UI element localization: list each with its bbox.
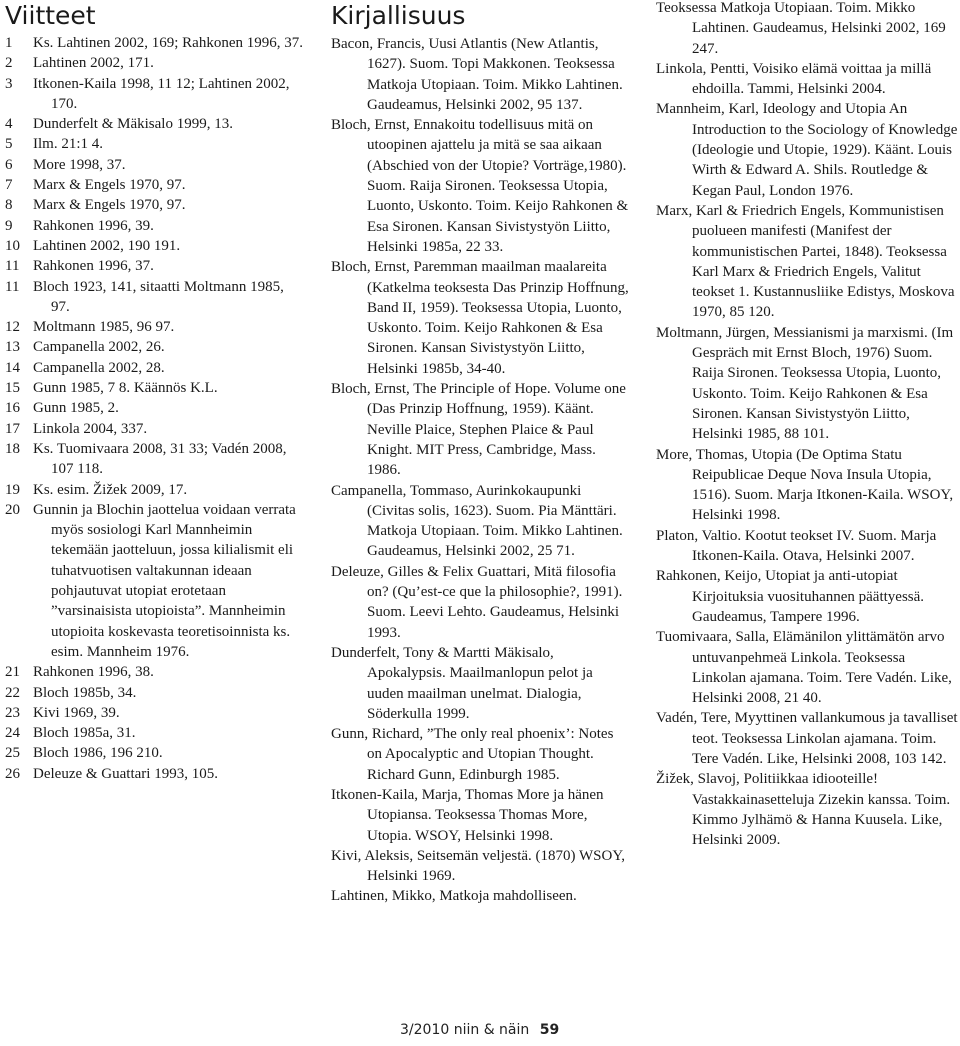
- note-item: [5, 500, 303, 662]
- note-item: [5, 175, 303, 195]
- note-text: Dunderfelt & Mäkisalo 1999, 13.: [33, 116, 233, 133]
- note-item: [5, 398, 303, 418]
- note-item: [5, 155, 303, 175]
- note-text: Rahkonen 1996, 37.: [33, 258, 154, 275]
- note-item: [5, 662, 303, 682]
- reference-entry: Gunn, Richard, ”The only real phoenix’: Notes on Apocalyptic and Utopian Thought. Richard Gunn, Edinburgh 1985.: [331, 726, 614, 783]
- note-item: [5, 764, 303, 784]
- note-item: [5, 134, 303, 154]
- page-footer: [400, 1022, 559, 1038]
- note-number: 16: [5, 400, 20, 417]
- reference-entry: Platon, Valtio. Kootut teokset IV. Suom. Marja Itkonen-Kaila. Otava, Helsinki 2007.: [656, 527, 937, 565]
- reference-entry: Žižek, Slavoj, Politiikkaa idiooteille! Vastakkainasetteluja Zizekin kanssa. Toim. Kimmo Jylhämö & Hanna Kuusela. Like, Helsinki 2009.: [656, 771, 951, 849]
- magazine-name: niin & näin: [453, 1022, 530, 1038]
- note-number: 15: [5, 380, 20, 397]
- note-text: Ks. Lahtinen 2002, 169; Rahkonen 1996, 37.: [33, 35, 303, 51]
- note-item: [5, 337, 303, 357]
- note-item: [5, 33, 303, 53]
- note-item: [5, 683, 303, 703]
- note-number: 5: [5, 136, 13, 153]
- note-item: [5, 480, 303, 500]
- note-item: [5, 114, 303, 134]
- reference-entry: Itkonen-Kaila, Marja, Thomas More ja hänen Utopiansa. Teoksessa Thomas More, Utopia. WSOY, Helsinki 1998.: [331, 786, 604, 844]
- note-item: [5, 74, 303, 115]
- reference-entry: Bloch, Ernst, The Principle of Hope. Volume one (Das Prinzip Hoffnung, 1959). Käänt. Neville Plaice, Stephen Plaice & Paul Knight. MIT Press, Cambridge, Mass. 1986.: [331, 381, 626, 479]
- note-number: 8: [5, 197, 13, 214]
- reference-entry: Tuomivaara, Salla, Elämänilon ylittämätön arvo untuvanpehmeä Linkola. Teoksessa Linkolan ajamana. Toim. Tere Vadén. Like, Helsinki 2008, 21 40.: [656, 629, 952, 707]
- notes-list: [5, 33, 303, 784]
- note-number: 20: [5, 501, 20, 518]
- note-text: Lahtinen 2002, 190 191.: [33, 237, 181, 254]
- note-number: 11: [5, 278, 20, 295]
- reference-entry: Rahkonen, Keijo, Utopiat ja anti-utopiat Kirjoituksia vuosituhannen päättyessä. Gaudeamus, Tampere 1996.: [656, 568, 925, 625]
- note-text: Campanella 2002, 26.: [33, 339, 165, 356]
- note-number: 10: [5, 237, 20, 254]
- note-number: 4: [5, 116, 13, 133]
- note-text: Deleuze & Guattari 1993, 105.: [33, 765, 218, 782]
- note-item: [5, 256, 303, 276]
- note-text: Gunnin ja Blochin jaottelua voidaan verrata myös sosiologi Karl Mannheimin tekemään jaotteluun, jossa kilialismit eli tuhatvuotisen valtakunnan ideaan pohjautuvat utopiat erotetaan ”varsinaisista utopioista”. Mannheimin utopioita koskevasta teoretisoinnista ks. esim. Mannheim 1976.: [33, 501, 296, 660]
- note-number: 17: [5, 420, 20, 437]
- note-item: [5, 743, 303, 763]
- note-text: Ilm. 21:1 4.: [33, 136, 103, 153]
- note-text: Moltmann 1985, 96 97.: [33, 319, 175, 336]
- notes-column: [5, 0, 303, 784]
- reference-entry: Bloch, Ernst, Paremman maailman maalareita (Katkelma teoksesta Das Prinzip Hoffnung, Band II, 1959). Teoksessa Utopia, Luonto, Uskonto. Toim. Keijo Rahkonen & Esa Sironen. Kansan Sivistystyön Liitto, Helsinki 1985b, 34-40.: [331, 259, 629, 377]
- note-number: 9: [5, 217, 13, 234]
- note-number: 11: [5, 258, 20, 275]
- note-text: Itkonen-Kaila 1998, 11 12; Lahtinen 2002, 170.: [33, 75, 290, 112]
- note-item: [5, 216, 303, 236]
- references-column-2: [656, 0, 960, 850]
- reference-entry: Moltmann, Jürgen, Messianismi ja marxismi. (Im Gespräch mit Ernst Bloch, 1976) Suom. Raija Sironen. Teoksessa Utopia, Luonto, Uskonto. Toim. Keijo Rahkonen & Esa Sironen. Kansan Sivistystyön Liitto, Helsinki 1985, 88 101.: [656, 324, 954, 443]
- note-text: Lahtinen 2002, 171.: [33, 55, 154, 72]
- reference-entry: Teoksessa Matkoja Utopiaan. Toim. Mikko Lahtinen. Gaudeamus, Helsinki 2002, 169 247.: [656, 0, 946, 57]
- notes-heading: Viitteet: [5, 1, 96, 30]
- reference-entry: Bloch, Ernst, Ennakoitu todellisuus mitä on utoopinen ajattelu ja mitä se saa aikaan (Abschied von der Utopie? Vorträge,1980). Suom. Raija Sironen. Teoksessa Utopia, Luonto, Uskonto. Toim. Keijo Rahkonen & Esa Sironen. Kansan Sivistystyön Liitto, Helsinki 1985a, 22 33.: [331, 117, 629, 255]
- references-list-2: [656, 0, 960, 850]
- reference-entry: Kivi, Aleksis, Seitsemän veljestä. (1870) WSOY, Helsinki 1969.: [331, 847, 626, 885]
- note-text: Bloch 1985b, 34.: [33, 684, 137, 701]
- note-number: 2: [5, 55, 13, 72]
- note-number: 19: [5, 481, 20, 498]
- note-number: 18: [5, 440, 20, 457]
- note-text: More 1998, 37.: [33, 156, 126, 173]
- note-number: 13: [5, 339, 20, 356]
- note-number: 3: [5, 75, 13, 92]
- note-text: Gunn 1985, 7 8. Käännös K.L.: [33, 380, 218, 397]
- reference-entry: Vadén, Tere, Myyttinen vallankumous ja tavalliset teot. Teoksessa Linkolan ajamana. Toim. Tere Vadén. Like, Helsinki 2008, 103 142.: [656, 710, 958, 767]
- note-item: [5, 236, 303, 256]
- note-number: 25: [5, 745, 20, 762]
- references-heading: Kirjallisuus: [331, 1, 466, 30]
- note-text: Marx & Engels 1970, 97.: [33, 177, 186, 194]
- note-item: [5, 723, 303, 743]
- note-number: 26: [5, 765, 20, 782]
- note-text: Linkola 2004, 337.: [33, 420, 148, 437]
- note-number: 1: [5, 35, 13, 51]
- reference-entry: Mannheim, Karl, Ideology and Utopia An Introduction to the Sociology of Knowledge (Ideologie und Utopie, 1929). Käänt. Louis Wirth & Edward A. Shils. Routledge & Kegan Paul, London 1976.: [656, 101, 958, 199]
- note-item: [5, 195, 303, 215]
- note-text: Rahkonen 1996, 38.: [33, 664, 154, 681]
- note-text: Bloch 1923, 141, sitaatti Moltmann 1985, 97.: [33, 278, 284, 315]
- references-list-1: [331, 34, 631, 907]
- reference-entry: Marx, Karl & Friedrich Engels, Kommunistisen puolueen manifesti (Manifest der kommunistischen Partei, 1848). Teoksessa Karl Marx & Friedrich Engels, Valitut teokset 1. Kustannusliike Edistys, Moskova 1970, 85 120.: [656, 202, 955, 321]
- note-text: Gunn 1985, 2.: [33, 400, 119, 417]
- note-number: 12: [5, 319, 20, 336]
- note-number: 14: [5, 359, 20, 376]
- note-item: [5, 53, 303, 73]
- note-item: [5, 703, 303, 723]
- page-number: 59: [539, 1022, 560, 1038]
- note-number: 23: [5, 704, 20, 721]
- note-item: [5, 277, 303, 318]
- reference-entry: Dunderfelt, Tony & Martti Mäkisalo, Apokalypsis. Maailmanlopun pelot ja uuden maailman unelmat. Dialogia, Söderkulla 1999.: [331, 644, 593, 722]
- note-text: Bloch 1986, 196 210.: [33, 745, 163, 762]
- note-item: [5, 378, 303, 398]
- note-number: 6: [5, 156, 13, 173]
- issue-number: 3/2010: [400, 1022, 450, 1038]
- note-item: [5, 358, 303, 378]
- note-number: 21: [5, 664, 20, 681]
- note-number: 24: [5, 725, 20, 742]
- reference-entry: Bacon, Francis, Uusi Atlantis (New Atlantis, 1627). Suom. Topi Makkonen. Teoksessa Matkoja Utopiaan. Toim. Mikko Lahtinen. Gaudeamus, Helsinki 2002, 95 137.: [331, 36, 623, 113]
- note-text: Marx & Engels 1970, 97.: [33, 197, 186, 214]
- note-item: [5, 419, 303, 439]
- note-item: [5, 439, 303, 480]
- reference-entry: Deleuze, Gilles & Felix Guattari, Mitä filosofia on? (Qu’est-ce que la philosophie?, 1991). Suom. Leevi Lehto. Gaudeamus, Helsinki 1993.: [331, 563, 623, 641]
- reference-entry: Lahtinen, Mikko, Matkoja mahdolliseen.: [331, 888, 577, 905]
- note-text: Kivi 1969, 39.: [33, 704, 120, 721]
- note-text: Rahkonen 1996, 39.: [33, 217, 154, 234]
- note-text: Campanella 2002, 28.: [33, 359, 165, 376]
- note-text: Ks. esim. Žižek 2009, 17.: [33, 481, 188, 498]
- note-text: Bloch 1985a, 31.: [33, 725, 136, 742]
- note-item: [5, 317, 303, 337]
- note-number: 22: [5, 684, 20, 701]
- note-number: 7: [5, 177, 13, 194]
- reference-entry: Campanella, Tommaso, Aurinkokaupunki (Civitas solis, 1623). Suom. Pia Mänttäri. Matkoja Utopiaan. Toim. Mikko Lahtinen. Gaudeamus, Helsinki 2002, 25 71.: [331, 482, 623, 560]
- note-text: Ks. Tuomivaara 2008, 31 33; Vadén 2008, 107 118.: [33, 440, 287, 478]
- reference-entry: More, Thomas, Utopia (De Optima Statu Reipublicae Deque Nova Insula Utopia, 1516). Suom. Marja Itkonen-Kaila. WSOY, Helsinki 1998.: [656, 446, 954, 524]
- references-column-1: [331, 0, 631, 907]
- reference-entry: Linkola, Pentti, Voisiko elämä voittaa ja millä ehdoilla. Tammi, Helsinki 2004.: [656, 60, 932, 98]
